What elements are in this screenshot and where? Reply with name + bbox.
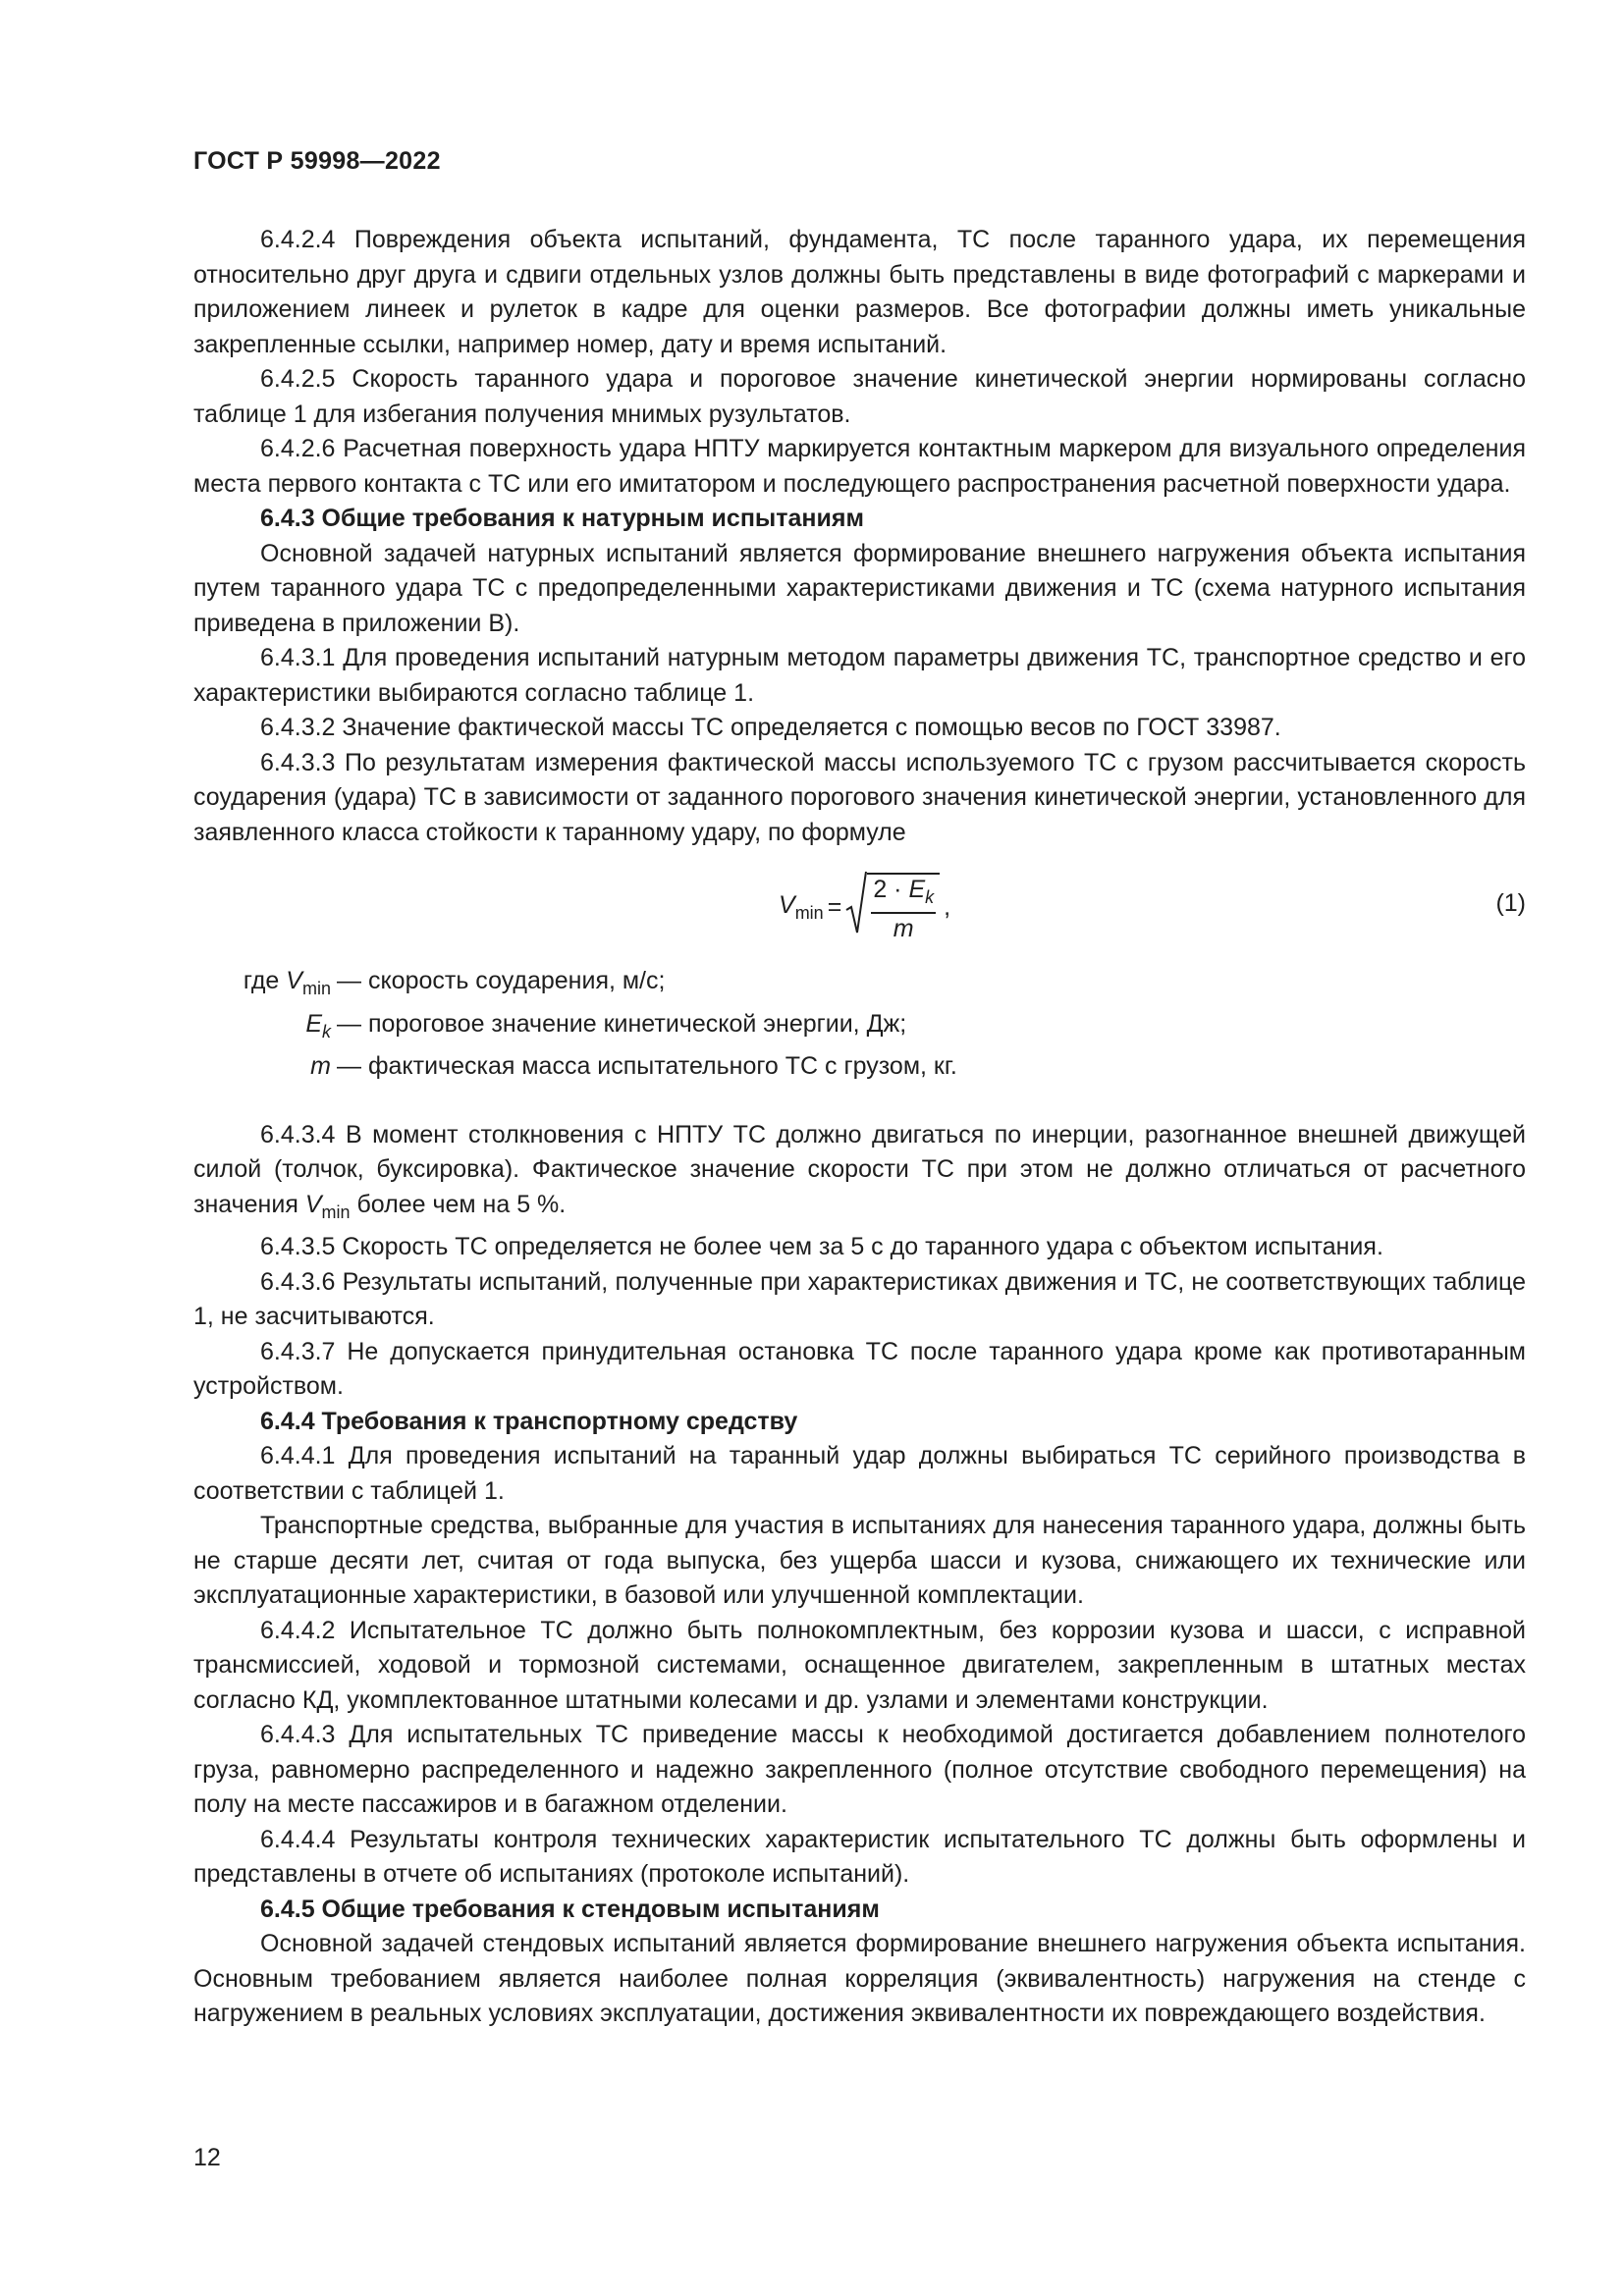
paragraph-6425: 6.4.2.5 Скорость таранного удара и пороговое значение кинетической энергии нормированы согласно таблице 1 для избегания получения мнимых рузультатов. [193,365,1526,428]
formula-expression [779,868,950,946]
variables-legend [193,964,1526,1085]
paragraph-6434: 6.4.3.4 В момент столкновения с НПТУ ТС должно двигаться по инерции, разогнанное внешней движущей силой (толчок, буксировка). Фактическое значение скорости ТС при этом не должно отличаться от расчетного значения $V_{min}$ более чем на 5 %. [193,1120,1526,1222]
formula-equals: = [827,892,842,921]
paragraph-645-intro: Основной задачей стендовых испытаний является формирование внешнего нагружения объекта испытания. Основным требованием является наиболее полная корреляция (эквивалентность) нагружения на стенде с нагружением в реальных условиях эксплуатации, достижения эквивалентности их повреждающего воздействия. [193,1930,1526,2027]
legend-row [193,964,1526,1007]
legend-description: — фактическая масса испытательного ТС с грузом, кг. [337,1052,957,1080]
heading-644: 6.4.4 Требования к транспортному средству [260,1407,798,1435]
heading-643: 6.4.3 Общие требования к натурным испытаниям [260,505,864,532]
section-after-formula [193,1118,1526,2032]
formula-comma: , [944,892,951,921]
legend-symbol: $E_k$ [305,1009,331,1041]
legend-symbol: m [310,1052,331,1080]
paragraph-6431: 6.4.3.1 Для проведения испытаний натурным методом параметры движения ТС, транспортное средство и его характеристики выбираются согласно таблице 1. [193,644,1526,707]
paragraph-6444: 6.4.4.4 Результаты контроля технических характеристик испытательного ТС должны быть оформлены и представлены в отчете об испытаниях (протоколе испытаний). [193,1825,1526,1888]
section-before-formula [193,223,1526,850]
legend-row [193,1007,1526,1050]
paragraph-6432: 6.4.3.2 Значение фактической массы ТС определяется с помощью весов по ГОСТ 33987. [260,714,1281,741]
formula-1 [193,854,1526,956]
paragraph-6424: 6.4.2.4 Повреждения объекта испытаний, фундамента, ТС после таранного удара, их перемещения относительно друг друга и сдвиги отдельных узлов должны быть представлены в виде фотографий с маркерами и приложением линеек и рулеток в кадре для оценки размеров. Все фотографии должны иметь уникальные закрепленные ссылки, например номер, дату и время испытаний. [193,226,1526,358]
formula-lhs: $V_{min}$ [779,890,824,923]
legend-description: — пороговое значение кинетической энергии, Дж; [337,1009,907,1038]
formula-numerator: $2 \cdot E_k$ [871,875,936,914]
paragraph-6437: 6.4.3.7 Не допускается принудительная остановка ТС после таранного удара кроме как противотаранным устройством. [193,1337,1526,1400]
paragraph-6443: 6.4.4.3 Для испытательных ТС приведение массы к необходимой достигается добавлением полнотелого груза, равномерно распределенного и надежно закрепленного (полное отсутствие свободного перемещения) на полу на месте пассажиров и в багажном отделении. [193,1721,1526,1818]
paragraph-6435: 6.4.3.5 Скорость ТС определяется не более чем за 5 с до таранного удара с объектом испытания. [260,1233,1383,1260]
paragraph-643-intro: Основной задачей натурных испытаний является формирование внешнего нагружения объекта испытания путем таранного удара ТС с предопределенными характеристиками движения и ТС (схема натурного испытания приведена в приложении В). [193,539,1526,637]
heading-645: 6.4.5 Общие требования к стендовым испытаниям [260,1895,880,1923]
paragraph-6442: 6.4.4.2 Испытательное ТС должно быть полнокомплектным, без коррозии кузова и шасси, с исправной трансмиссией, ходовой и тормозной системами, оснащенное двигателем, закрепленным в штатных местах согласно КД, укомплектованное штатными колесами и др. узлами и элементами конструкции. [193,1616,1526,1714]
formula-number: (1) [1495,889,1526,917]
document-header: ГОСТ Р 59998—2022 [193,147,441,175]
legend-symbol: где $V_{min}$ [243,967,331,998]
legend-row [193,1049,1526,1085]
sqrt-sign-icon [845,871,867,935]
page-number: 12 [193,2144,221,2171]
paragraph-6426: 6.4.2.6 Расчетная поверхность удара НПТУ маркируется контактным маркером для визуального определения места первого контакта с ТС или его имитатором и последующего распространения расчетной поверхности удара. [193,435,1526,498]
paragraph-6441-cont: Транспортные средства, выбранные для участия в испытаниях для нанесения таранного удара, должны быть не старше десяти лет, считая от года выпуска, без ущерба шасси и кузова, снижающего их технические или эксплуатационные характеристики, в базовой или улучшенной комплектации. [193,1512,1526,1609]
paragraph-6436: 6.4.3.6 Результаты испытаний, полученные при характеристиках движения и ТС, не соответствующих таблице 1, не засчитываются. [193,1267,1526,1330]
document-page [193,147,1526,2032]
paragraph-6433: 6.4.3.3 По результатам измерения фактической массы используемого ТС с грузом рассчитывается скорость соударения (удара) ТС в зависимости от заданного порогового значения кинетической энергии, установленного для заявленного класса стойкости к таранному удару, по формуле [193,748,1526,846]
formula-sqrt [845,871,940,943]
paragraph-6441: 6.4.4.1 Для проведения испытаний на таранный удар должны выбираться ТС серийного производства в соответствии с таблицей 1. [193,1442,1526,1505]
formula-denominator: m [893,915,914,942]
legend-description: — скорость соударения, м/с; [337,967,666,994]
formula-fraction [867,873,940,943]
